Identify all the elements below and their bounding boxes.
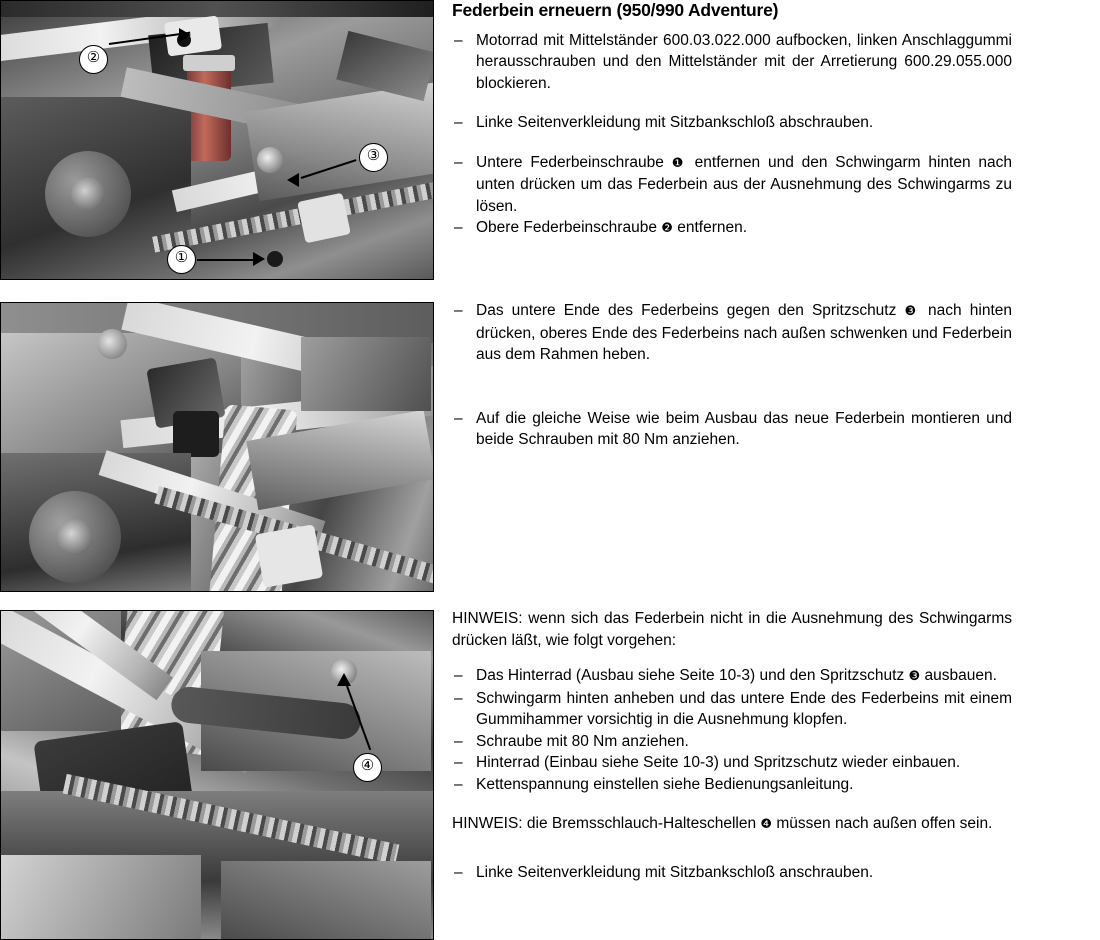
dash-marker: – — [454, 667, 463, 684]
dash-marker: – — [454, 302, 463, 319]
list-item-text-part2: nach hinten drücken, oberes Ende des Federbeins nach außen schwenken und Federbein aus dem Rahmen heben. — [476, 302, 1012, 363]
list-item — [452, 300, 1012, 366]
text-block-3 — [452, 608, 1012, 883]
text-block-2 — [452, 300, 1012, 451]
list-item — [452, 862, 1012, 884]
list-item — [452, 688, 1012, 731]
figure-top-photo — [1, 1, 433, 279]
text-block-1 — [452, 0, 1012, 240]
figure-bottom-photo — [1, 611, 433, 939]
note-1: HINWEIS: wenn sich das Federbein nicht in die Ausnehmung des Schwingarms drücken läßt, wie folgt vorgehen: — [452, 610, 1012, 649]
dash-marker: – — [454, 732, 463, 750]
list-item — [452, 752, 1012, 774]
arrowhead-4 — [337, 673, 351, 686]
figure-bottom — [0, 610, 434, 940]
page-title: Federbein erneuern (950/990 Adventure) — [452, 0, 779, 20]
callout-marker-3: ❸ — [908, 669, 921, 684]
callout-1: ① — [167, 245, 196, 274]
list-item-text-part2: entfernen. — [677, 219, 748, 236]
figure-middle-photo — [1, 303, 433, 591]
note-2-part2: müssen nach außen offen sein. — [776, 815, 993, 832]
list-item — [452, 774, 1012, 796]
dash-marker: – — [454, 114, 463, 131]
callout-marker-1: ❶ — [671, 155, 687, 171]
list-item-text: Auf die gleiche Weise wie beim Ausbau das neue Federbein montieren und beide Schrauben mit 80 Nm anziehen. — [476, 409, 1012, 448]
dash-marker: – — [454, 409, 463, 427]
list-item — [452, 112, 1012, 134]
callout-marker-2: ❷ — [661, 221, 673, 236]
note-2 — [452, 813, 1012, 836]
dash-marker: – — [454, 775, 463, 793]
list-item-text: Linke Seitenverkleidung mit Sitzbankschloß abschrauben. — [476, 114, 874, 131]
list-item-text: Kettenspannung einstellen siehe Bedienungsanleitung. — [476, 775, 854, 793]
arrowhead-1 — [253, 252, 265, 266]
list-item-text-part1: Das untere Ende des Federbeins gegen den Spritzschutz — [476, 302, 897, 319]
dash-marker: – — [454, 754, 463, 771]
list-item — [452, 152, 1012, 218]
list-item-text-part2: ausbauen. — [924, 667, 997, 684]
list-item — [452, 217, 1012, 240]
figure-top — [0, 0, 434, 280]
arrowhead-3 — [287, 173, 299, 187]
callout-4: ④ — [353, 753, 382, 782]
leader-line-1 — [197, 259, 259, 261]
list-item — [452, 665, 1012, 688]
callout-marker-3: ❸ — [904, 304, 920, 319]
callout-3: ③ — [359, 143, 388, 172]
dash-marker: – — [454, 31, 463, 49]
dash-marker: – — [454, 689, 463, 707]
list-item — [452, 30, 1012, 95]
dash-marker: – — [454, 863, 463, 881]
list-item-text-part1: Obere Federbeinschraube — [476, 219, 657, 236]
list-item-text: Linke Seitenverkleidung mit Sitzbankschloß anschrauben. — [476, 863, 874, 881]
list-item-text-part2: entfernen und den Schwingarm hinten nach unten drücken um das Federbein aus der Ausnehmung des Schwingarms zu lösen. — [476, 153, 1013, 215]
dash-marker: – — [454, 153, 463, 171]
note-2-part1: HINWEIS: die Bremsschlauch-Halteschellen — [452, 815, 757, 832]
callout-marker-4: ❹ — [760, 817, 773, 832]
callout-2: ② — [79, 45, 108, 74]
list-item-text: Motorrad mit Mittelständer 600.03.022.000 aufbocken, linken Anschlaggummi herausschrauben und den Mittelständer mit der Arretierung 600.29.055.000 blockieren. — [476, 31, 1012, 92]
list-item — [452, 731, 1012, 753]
list-item-text: Schraube mit 80 Nm anziehen. — [476, 732, 689, 750]
list-item — [452, 408, 1012, 451]
list-item-text: Hinterrad (Einbau siehe Seite 10-3) und Spritzschutz wieder einbauen. — [476, 754, 961, 771]
figure-middle — [0, 302, 434, 592]
list-item-text-part1: Untere Federbeinschraube — [476, 153, 664, 171]
list-item-text: Schwingarm hinten anheben und das untere Ende des Federbeins mit einem Gummihammer vorsichtig in die Ausnehmung klopfen. — [476, 689, 1012, 728]
list-item-text-part1: Das Hinterrad (Ausbau siehe Seite 10-3) und den Spritzschutz — [476, 667, 905, 684]
arrowhead-2 — [179, 28, 191, 42]
dash-marker: – — [454, 219, 463, 236]
